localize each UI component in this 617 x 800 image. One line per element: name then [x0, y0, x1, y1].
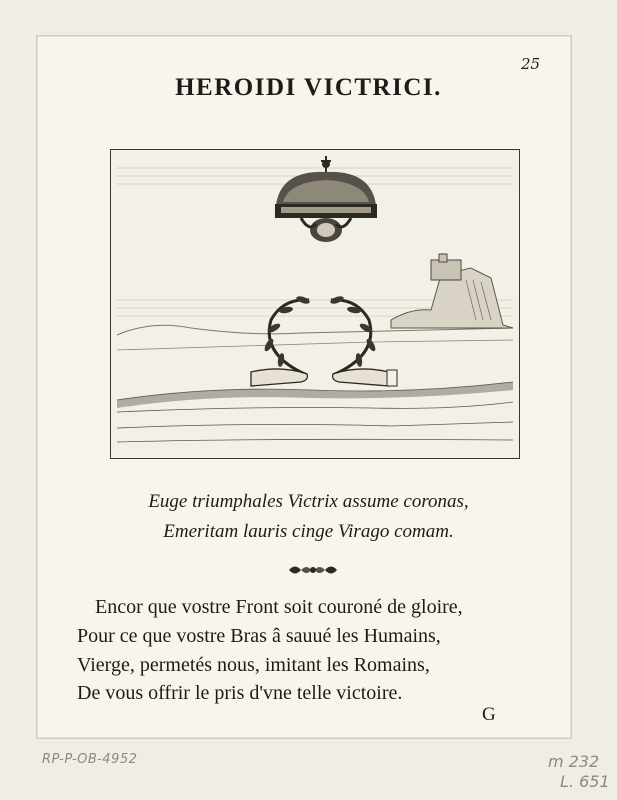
crown-icon: [275, 156, 377, 242]
motto-line-1: Euge triumphales Victrix assume coronas,: [148, 491, 469, 512]
hands-icon: [251, 369, 397, 386]
pencil-note-2: L. 651: [560, 772, 610, 791]
verse-line-4: De vous offrir le pris d'vne telle victoire.: [77, 682, 403, 704]
emblem-engraving: [110, 149, 520, 459]
verse-line-2: Pour ce que vostre Bras â sauué les Humains,: [77, 625, 441, 647]
fleuron-ornament-icon: [287, 561, 339, 579]
fortress-icon: [391, 254, 513, 328]
page-title: HEROIDI VICTRICI.: [175, 74, 442, 101]
engraving-illustration: [111, 150, 519, 458]
pencil-note-1: m 232: [548, 752, 600, 771]
verse-line-1: Encor que vostre Front soit couroné de gloire,: [95, 596, 463, 618]
inventory-number: RP-P-OB-4952: [42, 752, 138, 767]
laurel-leaves: [263, 295, 377, 368]
signature-letter: G: [482, 704, 496, 725]
page-number: 25: [521, 55, 541, 73]
verse-line-3: Vierge, permetés nous, imitant les Romains,: [77, 654, 430, 676]
motto-line-2: Emeritam lauris cinge Virago comam.: [163, 521, 454, 542]
